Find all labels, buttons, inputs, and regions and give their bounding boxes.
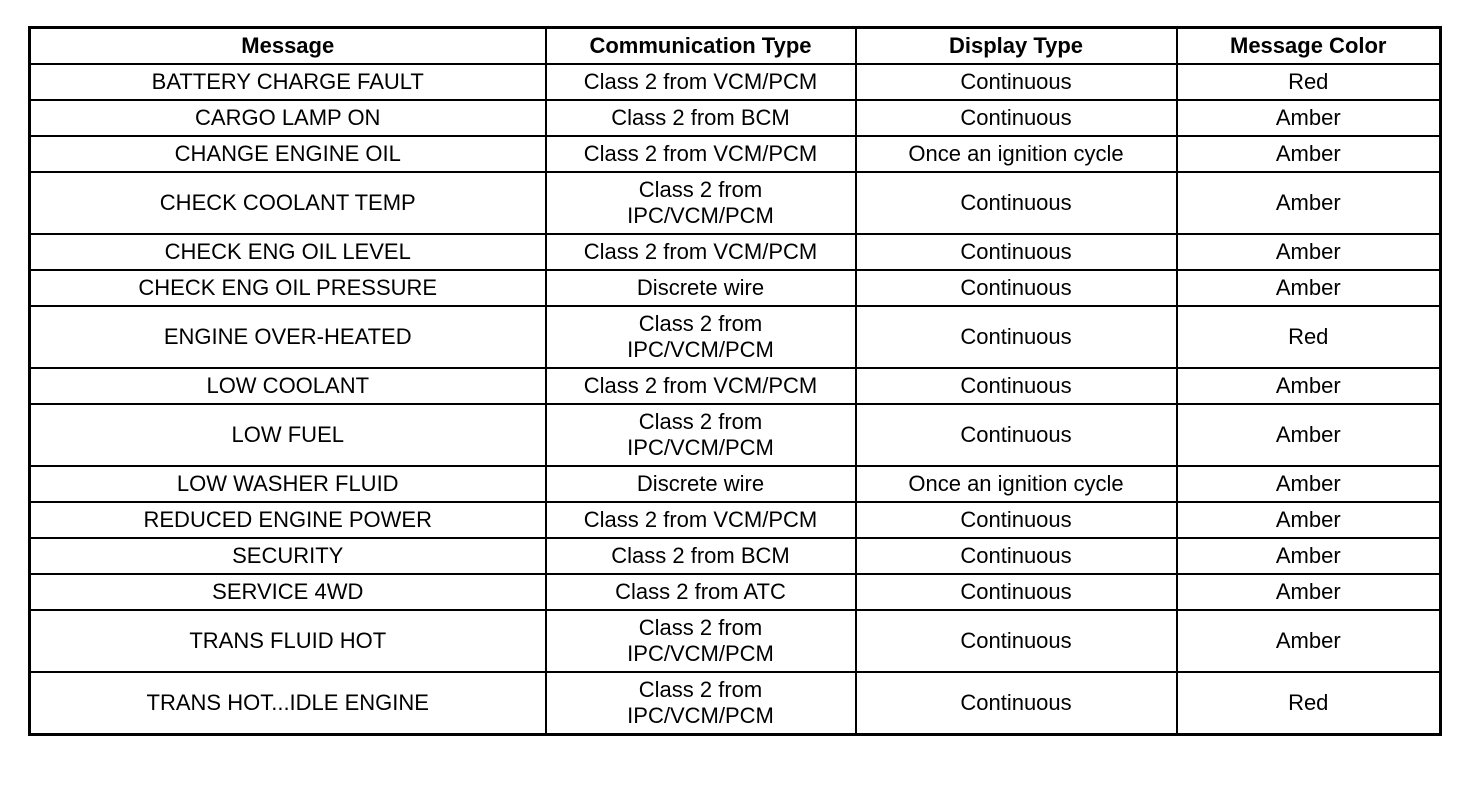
header-communication-type: Communication Type — [546, 28, 856, 65]
cell-message-color — [1177, 574, 1441, 610]
table-row — [30, 234, 1441, 270]
cell-communication-type — [546, 404, 856, 466]
cell-message-color — [1177, 172, 1441, 234]
cell-message-text: LOW FUEL — [231, 422, 344, 447]
cell-display-type — [856, 574, 1177, 610]
cell-communication-type-text: Class 2 from VCM/PCM — [583, 373, 818, 398]
cell-message-color-text: Amber — [1275, 422, 1341, 447]
cell-message-text: SECURITY — [232, 543, 344, 568]
cell-message-color — [1177, 270, 1441, 306]
cell-display-type — [856, 368, 1177, 404]
cell-message-color-text: Red — [1288, 69, 1329, 94]
cell-display-type-text: Continuous — [960, 690, 1072, 715]
cell-message — [30, 64, 546, 100]
cell-communication-type-text: Class 2 from BCM — [611, 105, 790, 130]
cell-communication-type-text: Class 2 from VCM/PCM — [583, 69, 818, 94]
cell-communication-type — [546, 64, 856, 100]
cell-display-type-text: Continuous — [960, 275, 1072, 300]
cell-communication-type — [546, 672, 856, 735]
cell-message-text: REDUCED ENGINE POWER — [143, 507, 432, 532]
cell-display-type-text: Continuous — [960, 105, 1072, 130]
cell-display-type-text: Once an ignition cycle — [908, 471, 1124, 496]
table-row — [30, 466, 1441, 502]
cell-message — [30, 172, 546, 234]
table-row — [30, 404, 1441, 466]
cell-communication-type-text: Class 2 from VCM/PCM — [583, 239, 818, 264]
table-row — [30, 610, 1441, 672]
cell-display-type — [856, 502, 1177, 538]
cell-display-type-text: Continuous — [960, 69, 1072, 94]
cell-message-color-text: Red — [1288, 324, 1329, 349]
cell-message — [30, 502, 546, 538]
cell-communication-type — [546, 610, 856, 672]
cell-message-color — [1177, 610, 1441, 672]
cell-message — [30, 136, 546, 172]
cell-display-type-text: Continuous — [960, 579, 1072, 604]
cell-message — [30, 574, 546, 610]
cell-display-type-text: Continuous — [960, 239, 1072, 264]
cell-display-type-text: Continuous — [960, 324, 1072, 349]
table-row — [30, 368, 1441, 404]
cell-message-color — [1177, 404, 1441, 466]
header-display-type: Display Type — [856, 28, 1177, 65]
cell-communication-type-text: Class 2 from BCM — [611, 543, 790, 568]
cell-message-text: TRANS HOT...IDLE ENGINE — [146, 690, 429, 715]
cell-message-text: CHECK COOLANT TEMP — [159, 190, 416, 215]
cell-communication-type — [546, 100, 856, 136]
table-row — [30, 100, 1441, 136]
header-message: Message — [30, 28, 546, 65]
table-row — [30, 502, 1441, 538]
cell-communication-type-text: Class 2 from IPC/VCM/PCM — [627, 615, 774, 666]
cell-message-color — [1177, 538, 1441, 574]
cell-communication-type-text: Class 2 from IPC/VCM/PCM — [627, 177, 774, 228]
cell-message-color — [1177, 306, 1441, 368]
cell-message-text: CHECK ENG OIL LEVEL — [164, 239, 411, 264]
cell-communication-type — [546, 172, 856, 234]
cell-message-color-text: Amber — [1275, 543, 1341, 568]
cell-communication-type — [546, 368, 856, 404]
cell-message — [30, 610, 546, 672]
table-row — [30, 306, 1441, 368]
cell-message-color-text: Amber — [1275, 275, 1341, 300]
cell-communication-type — [546, 574, 856, 610]
table-row — [30, 172, 1441, 234]
cell-communication-type-text: Class 2 from ATC — [615, 579, 786, 604]
cell-message — [30, 234, 546, 270]
cell-communication-type-text: Class 2 from VCM/PCM — [583, 507, 818, 532]
cell-message-text: SERVICE 4WD — [212, 579, 364, 604]
cell-communication-type — [546, 234, 856, 270]
cell-display-type — [856, 234, 1177, 270]
cell-communication-type — [546, 270, 856, 306]
cell-display-type-text: Continuous — [960, 422, 1072, 447]
cell-communication-type — [546, 502, 856, 538]
cell-message — [30, 100, 546, 136]
cell-communication-type-text: Class 2 from IPC/VCM/PCM — [627, 677, 774, 728]
cell-display-type-text: Once an ignition cycle — [908, 141, 1124, 166]
cell-communication-type-text: Class 2 from IPC/VCM/PCM — [627, 409, 774, 460]
cell-display-type — [856, 404, 1177, 466]
table-row — [30, 538, 1441, 574]
cell-message — [30, 368, 546, 404]
cell-display-type — [856, 610, 1177, 672]
cell-communication-type — [546, 538, 856, 574]
cell-message-text: CHECK ENG OIL PRESSURE — [138, 275, 438, 300]
cell-display-type-text: Continuous — [960, 628, 1072, 653]
cell-message-color — [1177, 672, 1441, 735]
cell-message-text: LOW WASHER FLUID — [176, 471, 399, 496]
cell-message — [30, 538, 546, 574]
cell-message-color-text: Amber — [1275, 141, 1341, 166]
cell-display-type — [856, 172, 1177, 234]
cell-display-type — [856, 270, 1177, 306]
cell-message-text: ENGINE OVER-HEATED — [163, 324, 412, 349]
cell-message-color-text: Amber — [1275, 190, 1341, 215]
cell-display-type-text: Continuous — [960, 543, 1072, 568]
cell-message-color — [1177, 234, 1441, 270]
cell-message-color-text: Red — [1288, 690, 1329, 715]
cell-message-color-text: Amber — [1275, 579, 1341, 604]
cell-message-color-text: Amber — [1275, 239, 1341, 264]
cell-message-text: TRANS FLUID HOT — [189, 628, 387, 653]
cell-message — [30, 306, 546, 368]
cell-message-color-text: Amber — [1275, 471, 1341, 496]
cell-display-type — [856, 466, 1177, 502]
cell-message-color — [1177, 136, 1441, 172]
table-row — [30, 136, 1441, 172]
header-row — [30, 28, 1441, 65]
cell-message — [30, 404, 546, 466]
cell-message — [30, 466, 546, 502]
cell-message-color-text: Amber — [1275, 105, 1341, 130]
cell-message-color — [1177, 64, 1441, 100]
cell-message-color-text: Amber — [1275, 373, 1341, 398]
header-message-color: Message Color — [1177, 28, 1441, 65]
cell-message-color — [1177, 502, 1441, 538]
cell-message-color — [1177, 100, 1441, 136]
cell-communication-type-text: Discrete wire — [636, 471, 765, 496]
cell-display-type — [856, 538, 1177, 574]
cell-communication-type — [546, 136, 856, 172]
cell-message-text: BATTERY CHARGE FAULT — [151, 69, 424, 94]
cell-display-type — [856, 136, 1177, 172]
table-row — [30, 574, 1441, 610]
cell-communication-type — [546, 466, 856, 502]
cell-message — [30, 270, 546, 306]
table-row — [30, 64, 1441, 100]
table-row — [30, 672, 1441, 735]
cell-display-type-text: Continuous — [960, 507, 1072, 532]
cell-communication-type — [546, 306, 856, 368]
cell-message-text: CARGO LAMP ON — [195, 105, 381, 130]
table-body — [30, 64, 1441, 735]
cell-communication-type-text: Class 2 from VCM/PCM — [583, 141, 818, 166]
cell-message-color — [1177, 466, 1441, 502]
cell-display-type — [856, 100, 1177, 136]
table-row — [30, 270, 1441, 306]
cell-display-type-text: Continuous — [960, 373, 1072, 398]
cell-display-type-text: Continuous — [960, 190, 1072, 215]
cell-communication-type-text: Class 2 from IPC/VCM/PCM — [627, 311, 774, 362]
message-table — [28, 26, 1442, 736]
cell-message-color-text: Amber — [1275, 628, 1341, 653]
cell-message-color — [1177, 368, 1441, 404]
cell-display-type — [856, 64, 1177, 100]
cell-display-type — [856, 672, 1177, 735]
cell-message-text: CHANGE ENGINE OIL — [174, 141, 401, 166]
cell-message — [30, 672, 546, 735]
cell-message-text: LOW COOLANT — [206, 373, 370, 398]
cell-display-type — [856, 306, 1177, 368]
cell-message-color-text: Amber — [1275, 507, 1341, 532]
cell-communication-type-text: Discrete wire — [636, 275, 765, 300]
